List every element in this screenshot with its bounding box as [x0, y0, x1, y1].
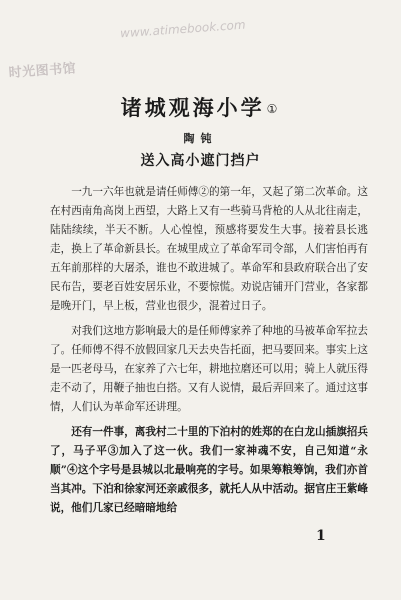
title-footnote-mark: ① [266, 102, 281, 116]
paragraph-3: 还有一件事，离我村二十里的下泊村的姓郑的在白龙山插旗招兵了，马子平③加入了这一伙。我们一家神魂不安，自己知道“永顺”④这个字号是县城以北最响亮的字号。如果筹粮筹饷，我们亦首当其冲。下泊和徐家河还亲戚很多，就托人从中活动。据官庄王紫峰说，他们几家已经暗暗地给 [50, 426, 368, 514]
watermark-url: www.atimebook.com [119, 17, 246, 41]
watermark-text: 时光图书馆 [8, 61, 77, 81]
author-name: 陶钝 [183, 132, 218, 145]
section-heading: 送入高小遮门挡户 [140, 153, 261, 169]
paragraph-1: 一九一六年也就是请任师傅②的第一年，又起了第二次革命。这在村西南角高岗上西望，大路上又有一些骑马背枪的人从北往南走，陆陆续续，半天不断。人心惶惶，预感将要发生大事。接着县长逃走，换上了革命新县长。在城里成立了革命军司令部，人们害怕再有五年前那样的大屠杀，谁也不敢进城了。革命军和县政府联合出了安民布告，要老百姓安居乐业，不要惊慌。劝说店铺开门营业，各家都是晚开门，早上板，营业也很少，混着过日子。 [50, 186, 368, 312]
page-number: 1 [316, 528, 326, 544]
paragraph-2: 对我们这地方影响最大的是任师傅家养了种地的马被革命军拉去了。任师傅不得不放假回家几天去央告托面，把马要回来。事实上这是一匹老母马，在家养了六七年，耕地拉磨还可以用；骑上人就压得走不动了，用鞭子抽也白搭。又有人说情，最后弄回来了。通过这事情，人们认为革命军还讲理。 [50, 325, 368, 413]
page-title [0, 92, 401, 122]
title-text: 诸城观海小学 [120, 96, 265, 120]
body-text [50, 183, 368, 518]
